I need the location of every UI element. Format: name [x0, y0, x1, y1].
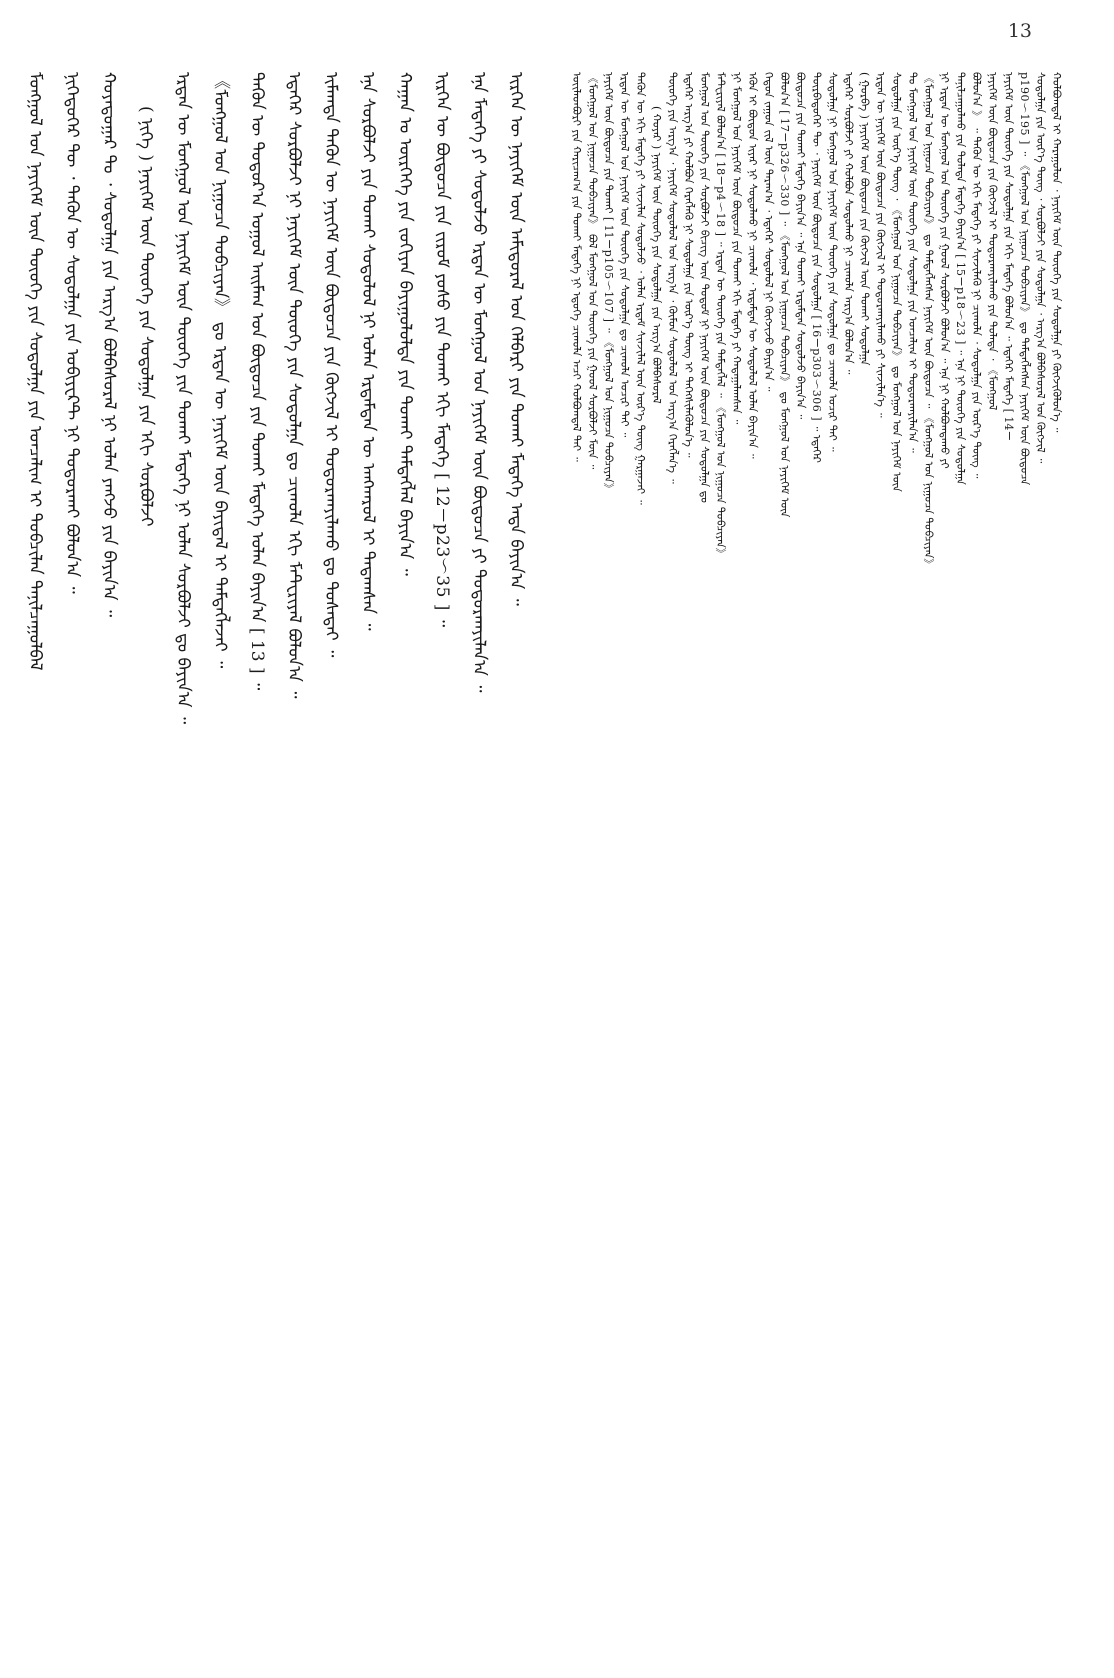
line-text: ᠢᠷᠭᠡᠨ ᠦ ᠪᠦᠲᠦᠴᠡ ᠶᠢᠨ ᠵᠢᠷᠤᠮ ᠶᠣᠰᠤ ᠶᠢᠨ ᠲᠤᠬᠠᠢ ᠡᠬᠢ ᠮᠡᠳᠡᠭᠡ [ 12－p23～35 ] ᠃ — [432, 72, 452, 628]
section-heading-line — [648, 72, 664, 1642]
line-text: ( ᠭᠤᠷᠪᠠ ) ᠨᠡᠶᠢᠭᠡᠮ ᠦᠨ ᠪᠦᠲᠦᠴᠡ ᠶᠢᠨ ᠬᠥᠭᠵᠢᠯ ᠦᠨ ᠲᠤᠬᠠᠢ ᠰᠤᠳᠤᠯᠭᠠ — [858, 72, 871, 366]
text-line — [872, 72, 888, 1642]
line-text: ᠲᠡᠭᠦᠨ ᠦ ᠡᠬᠢ ᠮᠡᠳᠡᠭᠡ ᠶᠢ ᠰᠢᠨᠵᠢᠯᠡᠨ ᠰᠤᠳᠤᠯᠵᠤ ᠂ ᠣᠯᠠᠨ ᠡᠷᠳᠡᠮ ᠰᠢᠨᠵᠢᠯᠡᠯ ᠦᠨ ᠦᠷ᠎ᠡ ᠳᠦᠩ ᠭᠠᠷᠭᠠᠵᠠᠢ ᠃ — [634, 72, 647, 505]
text-line — [952, 72, 968, 1642]
line-text: ᠰᠤᠳᠤᠯᠭᠠ ᠶᠢᠨ ᠦᠷ᠎ᠡ ᠳᠦᠩ ᠂ 《ᠮᠣᠩᠭᠣᠯ ᠤᠨ ᠨᠢᠭᠤᠴᠠ ᠲᠣᠪᠴᠢᠶᠠᠨ》 ᠳᠤ ᠮᠣᠩᠭᠣᠯ ᠤᠨ ᠨᠡᠶᠢᠭᠡᠮ ᠦᠨ — [890, 72, 903, 492]
line-text: ᠨᠢ ᠡᠷᠲᠡᠨ ᠦ ᠮᠣᠩᠭᠣᠯ ᠤᠨ ᠲᠦᠦᠬᠡ ᠶᠢᠨ ᠭᠣᠤᠯ ᠰᠤᠷᠪᠤᠯᠵᠢ ᠪᠣᠯᠤᠨ᠎ᠠ ᠃ ᠡᠨᠡ ᠨᠢ ᠬᠣᠯᠪᠣᠭᠳᠠᠬᠤ ᠶᠢ — [938, 72, 951, 469]
text-line — [632, 72, 648, 1642]
line-text: ᠨᠢᠭᠡᠳᠦᠭᠡᠷ ᠲᠦ ᠂ ᠲᠡᠭᠦᠨ ᠦ ᠰᠤᠳᠤᠯᠭᠠ ᠶᠢᠨ ᠣᠪᠢᠶᠧᠺᠲ ᠨᠢ ᠲᠣᠳᠣᠷᠬᠠᠢ ᠪᠣᠯᠤᠨ᠎ᠠ ᠃ — [62, 72, 82, 594]
text-line — [499, 72, 536, 1642]
text-line — [584, 72, 600, 1642]
text-line — [984, 72, 1000, 1642]
line-text: ᠬᠠᠭᠠᠨ ᠤ ᠥᠷᠭᠡᠭᠡ ᠶᠢᠨ ᠵᠣᠬᠢᠶᠠᠨ ᠪᠠᠶᠢᠭᠤᠯᠤᠯᠲᠠ ᠶᠢᠨ ᠲᠤᠬᠠᠢ ᠲᠡᠮᠳᠡᠭᠯᠡᠯ ᠪᠠᠶᠢᠨ᠎ᠠ ᠃ — [395, 72, 415, 576]
line-text: ᠢᠷᠭᠡᠨ ᠦ ᠨᠡᠶᠢᠭᠡᠮ ᠦᠨ ᠠᠮᠢᠳᠤᠷᠠᠯ ᠤᠨ ᠬᠡᠯᠪᠡᠷᠢ ᠶᠢᠨ ᠲᠤᠬᠠᠢ ᠮᠡᠳᠡᠭᠡ ᠡᠨᠳᠡ ᠪᠠᠶᠢᠨ᠎ᠠ ᠃ — [506, 72, 526, 606]
text-line — [856, 72, 872, 1642]
text-line — [92, 72, 129, 1642]
text-line — [1048, 72, 1064, 1642]
line-text: ᠨᠡᠶᠢᠭᠡᠮ ᠦᠨ ᠪᠦᠲᠦᠴᠡ ᠶᠢᠨ ᠬᠥᠭᠵᠢᠯ ᠢ ᠲᠣᠳᠣᠷᠬᠠᠶᠢᠯᠠᠬᠤ ᠶᠢᠨ ᠲᠤᠯᠠᠳᠠ ᠂ 《ᠮᠣᠩᠭᠣᠯ — [986, 72, 999, 411]
text-line — [760, 72, 776, 1642]
text-line — [388, 72, 425, 1642]
line-text: ᠲᠡᠭᠦᠨ ᠦ ᠳᠣᠲᠣᠷ᠎ᠠ ᠣᠭᠣᠯ ᠠᠢᠮᠠᠭ ᠤᠨ ᠪᠦᠲᠦᠴᠡ ᠶᠢᠨ ᠲᠤᠬᠠᠢ ᠮᠡᠳᠡᠭᠡ ᠣᠯᠠᠨ ᠪᠠᠶᠢᠨ᠎ᠠ [ 13 ] ᠃ — [247, 72, 267, 691]
text-line — [744, 72, 760, 1642]
text-column-left — [18, 72, 538, 1642]
text-line — [728, 72, 744, 1642]
line-text: ᠡᠳᠡᠭᠡᠷ ᠠᠷᠭ᠎ᠠ ᠶᠢ ᠬᠣᠯᠪᠣᠨ ᠬᠡᠷᠡᠭᠯᠡᠬᠦ ᠨᠢ ᠰᠤᠳᠤᠯᠭᠠ ᠶᠢᠨ ᠦᠷ᠎ᠡ ᠳᠦᠩ ᠢ ᠳᠡᠭᠡᠭᠰᠢᠯᠡᠭᠦᠯᠦᠨ᠎ᠡ ᠃ — [682, 72, 695, 458]
text-line — [616, 72, 632, 1642]
text-line — [968, 72, 984, 1642]
line-text: ᠨᠡᠶᠢᠭᠡᠮ ᠦᠨ ᠪᠦᠲᠦᠴᠡ ᠶᠢᠨ ᠲᠤᠬᠠᠢ [ 11－p105～107 ] ᠃ 《ᠮᠣᠩᠭᠣᠯ ᠤᠨ ᠨᠢᠭᠤᠴᠠ ᠲᠣᠪᠴᠢᠶᠠᠨ》 — [602, 72, 615, 495]
line-text: ᠡᠷᠲᠡᠨ ᠦ ᠮᠣᠩᠭᠣᠯ ᠤᠨ ᠨᠡᠶᠢᠭᠡᠮ ᠦᠨ ᠲᠦᠦᠬᠡ ᠶᠢᠨ ᠲᠤᠬᠠᠢ ᠮᠡᠳᠡᠭᠡ ᠨᠢ ᠣᠯᠠᠨ ᠰᠤᠷᠪᠤᠯᠵᠢ ᠳᠤ ᠪᠠᠶᠢᠨ᠎ᠠ ᠃ — [173, 72, 193, 725]
text-line — [55, 72, 92, 1642]
line-text: ᠳᠦᠷᠪᠡᠳᠦᠭᠡᠷ ᠲᠦ ᠂ ᠨᠡᠶᠢᠭᠡᠮ ᠦᠨ ᠪᠦᠲᠦᠴᠡ ᠶᠢᠨ ᠰᠤᠳᠤᠯᠭᠠ [ 16－p303～306 ] ᠃ ᠡᠳᠡᠭᠡᠷ — [810, 72, 823, 463]
text-line — [166, 72, 203, 1642]
line-text: ᠲᠦᠦᠬᠡ ᠶᠢᠨ ᠠᠷᠭ᠎ᠠ ᠂ ᠨᠡᠶᠢᠭᠡᠮ ᠰᠤᠳᠤᠯᠤᠯ ᠤᠨ ᠠᠷᠭ᠎ᠠ ᠂ ᠬᠦᠮᠦᠨ ᠰᠤᠳᠤᠯᠤᠯ ᠤᠨ ᠠᠷᠭ᠎ᠠ ᠬᠡᠷᠡᠭᠯᠡᠨ᠎ᠡ ᠃ — [666, 72, 679, 484]
text-line — [824, 72, 840, 1642]
text-line — [680, 72, 696, 1642]
text-line — [277, 72, 314, 1642]
text-line — [808, 72, 824, 1642]
section-heading-line — [129, 72, 166, 1642]
text-line — [840, 72, 856, 1642]
page-number: 13 — [1007, 20, 1032, 42]
line-text: ᠮᠣᠩᠭᠣᠯ ᠤᠨ ᠲᠦᠦᠬᠡ ᠶᠢᠨ ᠰᠤᠷᠪᠤᠯᠵᠢ ᠪᠢᠴᠢᠭ ᠦᠨ ᠳᠤᠲᠤᠮ ᠨᠢ ᠨᠡᠶᠢᠭᠡᠮ ᠦᠨ ᠪᠦᠲᠦᠴᠡ ᠶᠢᠨ ᠰᠤᠳᠤᠯᠭᠠ ᠳᠤ — [698, 72, 711, 503]
line-text: ᠮᠠᠲ᠋ᠧᠷᠢᠶᠠᠯ ᠪᠣᠯᠤᠨ᠎ᠠ [ 18－p4～18 ] ᠃ ᠡᠷᠲᠡᠨ ᠦ ᠲᠦᠦᠬᠡ ᠶᠢᠨ ᠲᠡᠮᠳᠡᠭᠯᠡᠯ ᠃ 《ᠮᠣᠩᠭᠣᠯ ᠤᠨ ᠨᠢᠭᠤᠴᠠ ᠲᠣᠪᠴᠢᠶᠠᠨ》 — [714, 72, 727, 560]
line-text: ᠨᠡᠶᠢᠭᠡᠮ ᠦᠨ ᠲᠦᠦᠬᠡ ᠶᠢᠨ ᠰᠤᠳᠤᠯᠭᠠ ᠶᠢᠨ ᠡᠬᠢ ᠮᠡᠳᠡᠭᠡ ᠪᠣᠯᠤᠨ᠎ᠠ ᠃ ᠡᠳᠡᠭᠡᠷ ᠮᠡᠳᠡᠭᠡ [ 14－ — [1002, 72, 1015, 442]
line-text: 《ᠮᠣᠩᠭᠣᠯ ᠤᠨ ᠨᠢᠭᠤᠴᠠ ᠲᠣᠪᠴᠢᠶᠠᠨ》 ᠪᠣᠯ ᠮᠣᠩᠭᠣᠯ ᠤᠨ ᠲᠦᠦᠬᠡ ᠶᠢᠨ ᠭᠣᠤᠯ ᠰᠤᠷᠪᠤᠯᠵᠢ ᠮᠥᠨ ᠃ — [586, 72, 599, 470]
text-line — [351, 72, 388, 1642]
line-text: ᠮᠣᠩᠭᠣᠯ ᠤᠨ ᠨᠡᠶᠢᠭᠡᠮ ᠦᠨ ᠲᠦᠦᠬᠡ ᠶᠢᠨ ᠰᠤᠳᠤᠯᠭᠠ ᠶᠢᠨ ᠣᠨᠴᠠᠯᠢᠭ ᠢ ᠲᠣᠪᠴᠢᠯᠠᠨ ᠲᠠᠨᠢᠯᠴᠠᠭᠤᠯᠪᠠᠯ — [25, 72, 45, 671]
text-line — [936, 72, 952, 1642]
line-text: ᠪᠣᠯᠤᠨ᠎ᠠ 》 ᠃ ᠲᠡᠭᠦᠨ ᠦ ᠡᠬᠢ ᠮᠡᠳᠡᠭᠡ ᠶᠢ ᠰᠢᠨᠵᠢᠯᠡᠬᠦ ᠨᠢ ᠴᠢᠬᠤᠯᠠ ᠂ ᠰᠤᠳᠤᠯᠭᠠ ᠶᠢᠨ ᠦᠷ᠎ᠡ ᠳᠦᠩ ᠃ — [970, 72, 983, 479]
text-line — [314, 72, 351, 1642]
line-text: ᠨᠢ ᠮᠣᠩᠭᠣᠯ ᠤᠨ ᠨᠡᠶᠢᠭᠡᠮ ᠦᠨ ᠪᠦᠲᠦᠴᠡ ᠶᠢᠨ ᠲᠤᠬᠠᠢ ᠡᠬᠢ ᠮᠡᠳᠡᠭᠡ ᠶᠢ ᠬᠠᠳᠠᠭᠠᠯᠠᠭᠰᠠᠨ ᠃ — [730, 72, 743, 425]
line-text: ᠪᠦᠲᠦᠴᠡ ᠶᠢᠨ ᠲᠤᠬᠠᠢ ᠮᠡᠳᠡᠭᠡ ᠪᠠᠶᠢᠨ᠎ᠠ ᠃ ᠡᠨᠡ ᠲᠤᠬᠠᠢ ᠡᠷᠳᠡᠮᠲᠡᠨ ᠰᠤᠳᠤᠯᠵᠤ ᠪᠠᠶᠢᠨ᠎ᠠ ᠃ — [794, 72, 807, 420]
text-line — [920, 72, 936, 1642]
line-text: ᠡᠳᠡᠭᠡᠷ ᠰᠤᠷᠪᠤᠯᠵᠢ ᠨᠢ ᠨᠡᠶᠢᠭᠡᠮ ᠦᠨ ᠲᠦᠦᠬᠡ ᠶᠢᠨ ᠰᠤᠳᠤᠯᠭᠠ ᠳᠤ ᠴᠢᠬᠤᠯᠠ ᠡᠬᠢ ᠮᠠᠲ᠋ᠧᠷᠢᠶᠠᠯ ᠪᠣᠯᠤᠨ᠎ᠠ ᠃ — [284, 72, 304, 699]
text-line — [696, 72, 712, 1642]
line-text: ᠰᠤᠳᠤᠯᠭᠠ ᠶᠢᠨ ᠦᠷ᠎ᠡ ᠳᠦᠩ ᠂ ᠰᠤᠷᠪᠤᠯᠵᠢ ᠶᠢᠨ ᠰᠤᠳᠤᠯᠭᠠ ᠂ ᠠᠷᠭ᠎ᠠ ᠪᠣᠯᠪᠠᠰᠤᠷᠠᠯ ᠤᠨ ᠬᠥᠭᠵᠢᠯ ᠃ — [1034, 72, 1047, 464]
line-text: 《ᠮᠣᠩᠭᠣᠯ ᠤᠨ ᠨᠢᠭᠤᠴᠠ ᠲᠣᠪᠴᠢᠶᠠᠨ》 ᠳᠤ ᠲᠡᠮᠳᠡᠭᠯᠡᠭᠰᠡᠨ ᠨᠡᠶᠢᠭᠡᠮ ᠦᠨ ᠪᠦᠲᠦᠴᠡ ᠃ 《ᠮᠣᠩᠭᠣᠯ ᠤᠨ ᠨᠢᠭᠤᠴᠠ ᠲᠣᠪᠴᠢᠶᠠᠨ》 — [922, 72, 935, 570]
text-line — [776, 72, 792, 1642]
line-text: ᠡᠳᠡᠭᠡᠷ ᠰᠤᠷᠪᠤᠯᠵᠢ ᠶᠢ ᠬᠣᠯᠪᠣᠨ ᠰᠤᠳᠤᠯᠬᠤ ᠨᠢ ᠴᠢᠬᠤᠯᠠ ᠠᠷᠭ᠎ᠠ ᠪᠣᠯᠤᠨ᠎ᠠ ᠃ — [842, 72, 855, 375]
line-text: ᠰᠤᠳᠤᠯᠭᠠ ᠨᠢ ᠮᠣᠩᠭᠣᠯ ᠤᠨ ᠨᠡᠶᠢᠭᠡᠮ ᠦᠨ ᠲᠦᠦᠬᠡ ᠶᠢᠨ ᠰᠤᠳᠤᠯᠭᠠ ᠳᠤ ᠴᠢᠬᠤᠯᠠ ᠤᠴᠢᠷ ᠲᠠᠢ ᠃ — [826, 72, 839, 452]
text-line — [568, 72, 584, 1642]
line-text: 《ᠮᠣᠩᠭᠣᠯ ᠤᠨ ᠨᠢᠭᠤᠴᠠ ᠲᠣᠪᠴᠢᠶᠠᠨ》 ᠳᠤ ᠡᠷᠲᠡᠨ ᠦ ᠨᠡᠶᠢᠭᠡᠮ ᠦᠨ ᠪᠠᠶᠢᠳᠠᠯ ᠢ ᠲᠡᠮᠳᠡᠭᠯᠡᠵᠡᠢ ᠃ — [210, 72, 230, 669]
text-line — [425, 72, 462, 1642]
line-text: ᠲᠤ ᠮᠣᠩᠭᠣᠯ ᠤᠨ ᠨᠡᠶᠢᠭᠡᠮ ᠦᠨ ᠲᠦᠦᠬᠡ ᠶᠢᠨ ᠰᠤᠳᠤᠯᠭᠠ ᠶᠢᠨ ᠣᠨᠴᠠᠯᠢᠭ ᠢ ᠲᠣᠳᠣᠷᠬᠠᠶᠢᠯᠠᠨ᠎ᠠ ᠃ — [906, 72, 919, 453]
text-line — [792, 72, 808, 1642]
text-line — [1016, 72, 1032, 1642]
text-line — [462, 72, 499, 1642]
line-text: ᠲᠠᠨᠢᠯᠴᠠᠭᠤᠯᠬᠤ ᠶᠢᠨ ᠲᠤᠯᠠᠳᠠ ᠮᠡᠳᠡᠭᠡ ᠪᠠᠶᠢᠨ᠎ᠠ [ 15－p18～23 ] ᠃ ᠡᠨᠡ ᠨᠢ ᠲᠦᠦᠬᠡ ᠶᠢᠨ ᠰᠤᠳᠤᠯᠭᠠ — [954, 72, 967, 485]
line-text: ᠬᠣᠶᠠᠳᠤᠭᠠᠷ ᠲᠤ ᠂ ᠰᠤᠳᠤᠯᠭᠠ ᠶᠢᠨ ᠠᠷᠭ᠎ᠠ ᠪᠣᠯᠪᠠᠰᠤᠷᠠᠯ ᠨᠢ ᠣᠯᠠᠨ ᠶᠠᠩᠵᠤ ᠶᠢᠨ ᠪᠠᠶᠢᠨ᠎ᠠ ᠃ — [99, 72, 119, 618]
line-text: ᠡᠨᠡ ᠰᠤᠷᠪᠤᠯᠵᠢ ᠶᠢᠨ ᠲᠤᠬᠠᠢ ᠰᠤᠳᠤᠯᠤᠯ ᠨᠢ ᠣᠯᠠᠨ ᠡᠷᠳᠡᠮᠲᠡᠨ ᠦ ᠠᠩᠬᠠᠷᠤᠯ ᠢ ᠲᠠᠲᠠᠭᠰᠠᠨ ᠃ — [358, 72, 378, 631]
line-text: ᠢᠮᠠᠭᠲᠠ ᠲᠡᠭᠦᠨ ᠦ ᠨᠡᠶᠢᠭᠡᠮ ᠦᠨ ᠪᠦᠲᠦᠴᠡ ᠶᠢᠨ ᠬᠥᠭᠵᠢᠯ ᠢ ᠲᠣᠳᠣᠷᠬᠠᠶᠢᠯᠠᠬᠤ ᠳᠤ ᠲᠤᠰᠠᠲᠠᠢ ᠃ — [321, 72, 341, 658]
line-text: p190～195 ] ᠃ 《ᠮᠣᠩᠭᠣᠯ ᠤᠨ ᠨᠢᠭᠤᠴᠠ ᠲᠣᠪᠴᠢᠶᠠᠨ》 ᠳᠤ ᠲᠡᠮᠳᠡᠭᠯᠡᠭᠰᠡᠨ ᠨᠡᠶᠢᠭᠡᠮ ᠦᠨ ᠪᠦᠲᠦᠴᠡ — [1018, 72, 1031, 486]
line-text: ᠡᠭᠦᠨ ᠢ ᠪᠦᠲᠦᠨ ᠢᠶᠡᠷ ᠨᠢ ᠰᠤᠳᠤᠯᠬᠤ ᠨᠢ ᠴᠢᠬᠤᠯᠠ ᠂ ᠡᠷᠳᠡᠮᠲᠡᠨ ᠦ ᠰᠤᠳᠤᠯᠤᠯ ᠣᠯᠠᠨ ᠪᠠᠶᠢᠨ᠎ᠠ ᠃ — [746, 72, 759, 459]
line-text: ᠦᠢᠯᠡᠳᠪᠦᠷᠢ ᠶᠢᠨ ᠬᠠᠷᠢᠴᠠᠭ᠎ᠠ ᠶᠢᠨ ᠲᠤᠬᠠᠢ ᠮᠡᠳᠡᠭᠡ ᠨᠢ ᠡᠳᠦᠭᠡ ᠴᠢᠬᠤᠯᠠ ᠠᠴᠢ ᠬᠣᠯᠪᠣᠭᠳᠠᠯ ᠲᠠᠢ ᠃ — [570, 72, 583, 462]
line-text: ᠬᠡᠳᠦᠨ ᠵᠠᠭᠤᠨ ᠵᠢᠯ ᠦᠨ ᠳᠠᠷᠠᠭ᠎ᠠ ᠂ ᠡᠳᠡᠭᠡᠷ ᠰᠤᠳᠤᠯᠤᠯ ᠨᠢ ᠬᠥᠭᠵᠢᠵᠦ ᠪᠠᠶᠢᠨ᠎ᠠ ᠃ — [762, 72, 775, 392]
text-line — [240, 72, 277, 1642]
text-line — [888, 72, 904, 1642]
section-heading: ( ᠬᠣᠶᠠᠷ ) ᠨᠡᠶᠢᠭᠡᠮ ᠦᠨ ᠲᠦᠦᠬᠡ ᠶᠢᠨ ᠰᠤᠳᠤᠯᠭᠠ ᠶᠢᠨ ᠠᠷᠭ᠎ᠠ ᠪᠣᠯᠪᠠᠰᠤᠷᠠᠯ — [650, 106, 663, 404]
line-text: ᠬᠣᠯᠪᠣᠭᠳᠠᠯ ᠢ ᠬᠠᠷᠠᠭᠤᠯᠤᠨ ᠂ ᠨᠡᠶᠢᠭᠡᠮ ᠦᠨ ᠲᠦᠦᠬᠡ ᠶᠢᠨ ᠰᠤᠳᠤᠯᠭᠠ ᠶᠢ ᠬᠥᠭᠵᠢᠭᠦᠯᠦᠨ᠎ᠡ ᠃ — [1050, 72, 1063, 433]
line-text: ᠡᠨᠡ ᠮᠡᠳᠡᠭᠡ ᠶᠢ ᠰᠤᠳᠤᠯᠵᠤ ᠡᠷᠲᠡᠨ ᠦ ᠮᠣᠩᠭᠣᠯ ᠤᠨ ᠨᠡᠶᠢᠭᠡᠮ ᠦᠨ ᠪᠦᠲᠦᠴᠡ ᠶᠢ ᠲᠣᠳᠣᠷᠬᠠᠶᠢᠯᠠᠨ᠎ᠠ ᠃ — [469, 72, 489, 693]
text-column-right — [568, 72, 1088, 1642]
text-line — [712, 72, 728, 1642]
text-line — [1032, 72, 1048, 1642]
text-line — [203, 72, 240, 1642]
text-line — [1000, 72, 1016, 1642]
section-heading: ( ᠨᠢᠭᠡ ) ᠨᠡᠶᠢᠭᠡᠮ ᠦᠨ ᠲᠦᠦᠬᠡ ᠶᠢᠨ ᠰᠤᠳᠤᠯᠭᠠ ᠶᠢᠨ ᠡᠬᠢ ᠰᠤᠷᠪᠤᠯᠵᠢ — [136, 106, 156, 527]
line-text: ᠡᠷᠲᠡᠨ ᠦ ᠮᠣᠩᠭᠣᠯ ᠤᠨ ᠨᠡᠶᠢᠭᠡᠮ ᠦᠨ ᠲᠦᠦᠬᠡ ᠶᠢᠨ ᠰᠤᠳᠤᠯᠭᠠ ᠳᠤ ᠴᠢᠬᠤᠯᠠ ᠤᠴᠢᠷ ᠲᠠᠢ ᠃ — [618, 72, 631, 438]
text-line — [664, 72, 680, 1642]
line-text: ᠪᠣᠯᠤᠨ᠎ᠠ [ 17－p326～330 ] ᠃ 《ᠮᠣᠩᠭᠣᠯ ᠤᠨ ᠨᠢᠭᠤᠴᠠ ᠲᠣᠪᠴᠢᠶᠠᠨ》 ᠳᠤ ᠮᠣᠩᠭᠣᠯ ᠤᠨ ᠨᠡᠶᠢᠭᠡᠮ ᠦᠨ — [778, 72, 791, 518]
text-line — [600, 72, 616, 1642]
line-text: ᠡᠷᠲᠡᠨ ᠦ ᠨᠡᠶᠢᠭᠡᠮ ᠦᠨ ᠪᠦᠲᠦᠴᠡ ᠶᠢᠨ ᠬᠥᠭᠵᠢᠯ ᠢ ᠲᠣᠳᠣᠷᠬᠠᠶᠢᠯᠠᠬᠤ ᠶᠢ ᠰᠢᠨᠵᠢᠯᠡᠨ᠎ᠡ ᠃ — [874, 72, 887, 418]
text-line — [904, 72, 920, 1642]
text-line — [18, 72, 55, 1642]
